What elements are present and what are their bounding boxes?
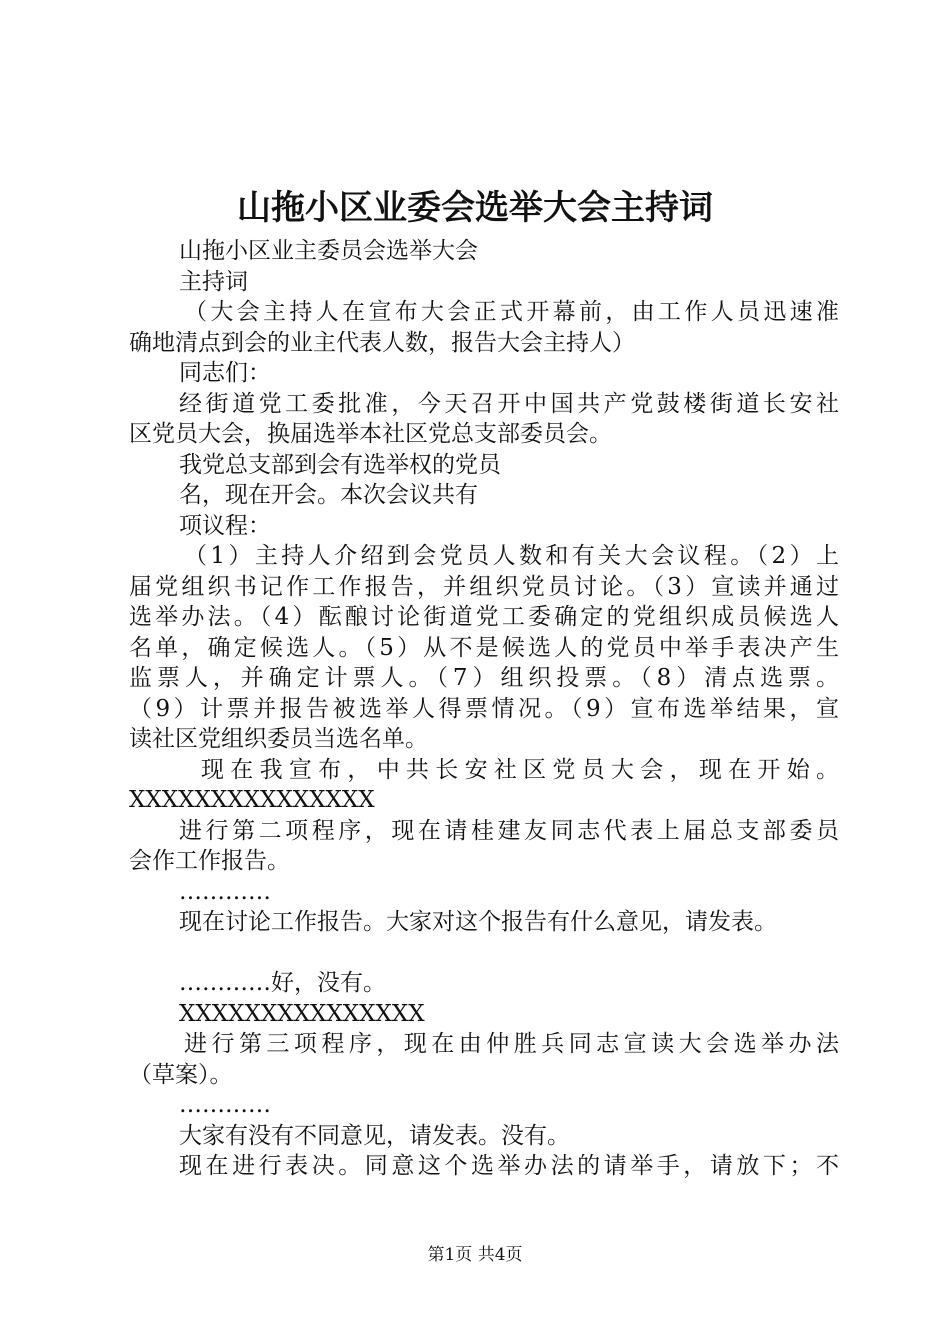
agenda-line: 监票人，并确定计票人。（7）组织投票。（8）清点选票。 [129, 665, 839, 691]
ellipsis-line: ………… [179, 878, 271, 905]
body-line: （大会主持人在宣布大会正式开幕前，由工作人员迅速准 [184, 299, 839, 325]
body-line: 现在讨论工作报告。大家对这个报告有什么意见，请发表。 [179, 909, 777, 935]
body-line: 经街道党工委批准，今天召开中国共产党鼓楼街道长安社 [179, 390, 839, 417]
agenda-line: 读社区党组织委员当选名单。 [129, 726, 428, 752]
body-line: 现在进行表决。同意这个选举办法的请举手，请放下；不 [179, 1153, 839, 1179]
body-line-subheading: 主持词 [179, 268, 248, 295]
body-line: …………好，没有。 [179, 970, 386, 996]
body-line: 同志们： [179, 360, 271, 386]
body-line: 我党总支部到会有选举权的党员 [179, 451, 501, 478]
blank-line [129, 938, 839, 969]
body-line: 大家有没有不同意见，请发表。没有。 [179, 1122, 570, 1149]
body-line-announcement: 现在我宣布，中共长安社区党员大会，现在开始。 [201, 756, 839, 783]
agenda-line: 届党组织书记作工作报告，并组织党员讨论。（3）宣读并通过 [129, 573, 839, 600]
body-line: （草案）。 [129, 1061, 233, 1088]
body-line: 确地清点到会的业主代表人数，报告大会主持人） [129, 329, 635, 356]
page-number-footer: 第1页 共4页 [427, 1245, 523, 1265]
body-line: 会作工作报告。 [129, 848, 290, 874]
ellipsis-line: ………… [179, 1092, 271, 1118]
agenda-line: 选举办法。（4）酝酿讨论街道党工委确定的党组织成员候选人 [129, 604, 839, 630]
document-body [129, 236, 839, 1182]
body-line: 进行第二项程序，现在请桂建友同志代表上届总支部委员 [179, 817, 839, 844]
body-line-heading: 山拖小区业主委员会选举大会 [179, 238, 478, 264]
placeholder-line: XXXXXXXXXXXXXXX [129, 787, 375, 813]
agenda-line: （1）主持人介绍到会党员人数和有关大会议程。（2）上 [184, 543, 839, 569]
agenda-line: 名单，确定候选人。（5）从不是候选人的党员中举手表决产生 [129, 634, 839, 661]
body-line: 区党员大会，换届选举本社区党总支部委员会。 [129, 421, 612, 447]
agenda-line: （9）计票并报告被选举人得票情况。（9）宣布选举结果，宣 [129, 695, 839, 722]
body-line: 进行第三项程序，现在由仲胜兵同志宣读大会选举办法 [184, 1031, 839, 1057]
document-title: 山拖小区业委会选举大会主持词 [237, 188, 713, 228]
placeholder-line: XXXXXXXXXXXXXXX [179, 1000, 425, 1027]
body-line: 项议程： [179, 512, 271, 539]
body-line: 名，现在开会。本次会议共有 [179, 482, 478, 508]
